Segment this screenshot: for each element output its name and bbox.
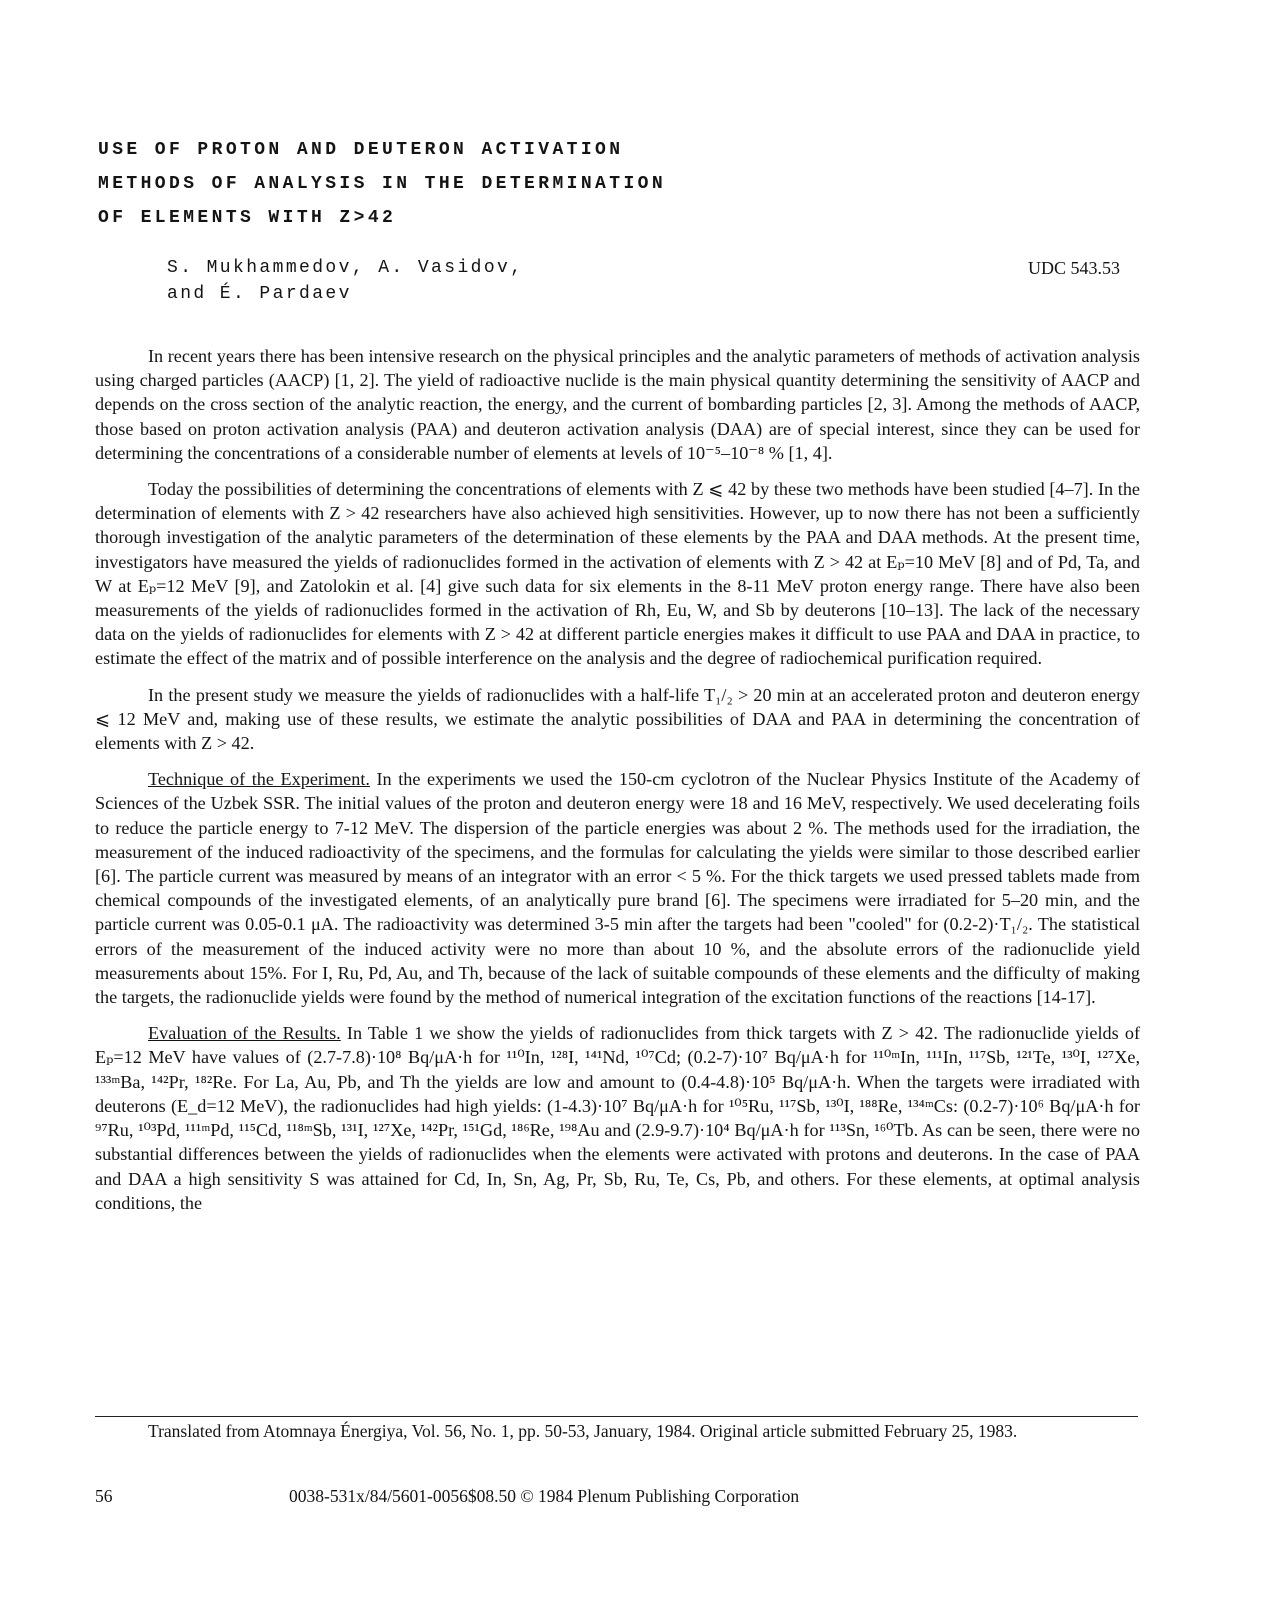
- author-list: [167, 255, 523, 307]
- authors-line-2: and É. Pardaev: [167, 284, 352, 304]
- footnote-divider: [95, 1416, 1138, 1417]
- technique-text: In the experiments we used the 150-cm cyclotron of the Nuclear Physics Institute of the Academy of Sciences of the Uzbek SSR. The initial values of the proton and deuteron energy were 18 and 16 MeV, respectively. We used decelerating foils to reduce the particle energy to 7-12 MeV. The dispersion of the particle energies was about 2 %. The methods used for the irradiation, the measurement of the induced radioactivity of the specimens, and the formulas for calculating the yields were similar to those described earlier [6]. The particle current was measured by means of an integrator with an error < 5 %. For the thick targets we used pressed tablets made from chemical compounds of the investigated elements, of an analytically pure brand [6]. The specimens were irradiated for 5–20 min, and the particle current was 0.05-0.1 μA. The radioactivity was determined 3-5 min after the targets had been "cooled" for (0.2-2)·T₁/₂. The statistical errors of the measurement of the induced activity were no more than about 10 %, and the absolute errors of the radionuclide yield measurements about 15%. For I, Ru, Pd, Au, and Th, because of the lack of suitable compounds of these elements and the difficulty of making the targets, the radionuclide yields were found by the method of numerical integration of the excitation functions of the reactions [14-17].: [95, 769, 1141, 1008]
- footnote-text: Translated from Atomnaya Énergiya, Vol. 56, No. 1, pp. 50-53, January, 1984. Original article submitted February 25, 1983.: [148, 1421, 1018, 1441]
- copyright-line: 0038-531x/84/5601-0056$08.50 © 1984 Plenum Publishing Corporation: [289, 1486, 800, 1506]
- section-heading-technique: Technique of the Experiment.: [148, 769, 370, 790]
- title-line-1: USE OF PROTON AND DEUTERON ACTIVATION: [98, 140, 624, 160]
- translation-footnote: [95, 1420, 1140, 1443]
- paragraph-aim: In the present study we measure the yields of radionuclides with a half-life T₁/₂ > 20 min at an accelerated proton and deuteron energy ⩽ 12 MeV and, making use of these results, we estimate the analytic possibilities of DAA and PAA in determining the concentration of elements with Z > 42.: [95, 684, 1140, 754]
- title-line-2: METHODS OF ANALYSIS IN THE DETERMINATION: [98, 174, 667, 194]
- paragraph-technique: [95, 767, 1140, 1009]
- page-number: 56: [95, 1486, 113, 1506]
- section-heading-results: Evaluation of the Results.: [148, 1023, 341, 1044]
- paragraph-background: Today the possibilities of determining the concentrations of elements with Z ⩽ 42 by these two methods have been studied [4–7]. In the determination of elements with Z > 42 researchers have also achieved high sensitivities. However, up to now there has not been a sufficiently thorough investigation of the analytic parameters of the determination of these elements by the PAA and DAA methods. At the present time, investigators have measured the yields of radionuclides formed in the activation of elements with Z > 42 at Eₚ=10 MeV [8] and of Pd, Ta, and W at Eₚ=12 MeV [9], and Zatolokin et al. [4] give such data for six elements in the 8-11 MeV proton energy range. There have also been measurements of the yields of radionuclides formed in the activation of Rh, Eu, W, and Sb by deuterons [10–13]. The lack of the necessary data on the yields of radionuclides for elements with Z > 42 at different particle energies makes it difficult to use PAA and DAA in practice, to estimate the effect of the matrix and of possible interference on the analysis and the degree of radiochemical purification required.: [95, 479, 1140, 669]
- results-text: In Table 1 we show the yields of radionuclides from thick targets with Z > 42. The radionuclide yields of Eₚ=12 MeV have values of (2.7-7.8)·10⁸ Bq/μA·h for ¹¹⁰In, ¹²⁸I, ¹⁴¹Nd, ¹⁰⁷Cd; (0.2-7)·10⁷ Bq/μA·h for ¹¹⁰ᵐIn, ¹¹¹In, ¹¹⁷Sb, ¹²¹Te, ¹³⁰I, ¹²⁷Xe, ¹³³ᵐBa, ¹⁴²Pr, ¹⁸²Re. For La, Au, Pb, and Th the yields are low and amount to (0.4-4.8)·10⁵ Bq/μA·h. When the targets were irradiated with deuterons (E_d=12 MeV), the radionuclides had high yields: (1-4.3)·10⁷ Bq/μA·h for ¹⁰⁵Ru, ¹¹⁷Sb, ¹³⁰I, ¹⁸⁸Re, ¹³⁴ᵐCs: (0.2-7)·10⁶ Bq/μA·h for ⁹⁷Ru, ¹⁰³Pd, ¹¹¹ᵐPd, ¹¹⁵Cd, ¹¹⁸ᵐSb, ¹³¹I, ¹²⁷Xe, ¹⁴²Pr, ¹⁵¹Gd, ¹⁸⁶Re, ¹⁹⁸Au and (2.9-9.7)·10⁴ Bq/μA·h for ¹¹³Sn, ¹⁶⁰Tb. As can be seen, there were no substantial differences between the yields of radionuclides when the elements were activated with protons and deuterons. In the case of PAA and DAA a high sensitivity S was attained for Cd, In, Sn, Ag, Pr, Sb, Ru, Te, Cs, Pb, and others. For these elements, at optimal analysis conditions, the: [95, 1023, 1141, 1213]
- article-body: [95, 344, 1140, 1227]
- paragraph-results: [95, 1021, 1140, 1215]
- authors-line-1: S. Mukhammedov, A. Vasidov,: [167, 258, 524, 278]
- paragraph-intro: In recent years there has been intensive research on the physical principles and the analytic parameters of methods of activation analysis using charged particles (AACP) [1, 2]. The yield of radioactive nuclide is the main physical quantity determining the sensitivity of AACP and depends on the cross section of the analytic reaction, the energy, and the current of bombarding particles [2, 3]. Among the methods of AACP, those based on proton activation analysis (PAA) and deuteron activation analysis (DAA) are of special interest, since they can be used for determining the concentrations of a considerable number of elements at levels of 10⁻⁵–10⁻⁸ % [1, 4].: [95, 346, 1140, 463]
- article-title: [98, 133, 666, 235]
- title-line-3: OF ELEMENTS WITH Z>42: [98, 208, 397, 228]
- udc-code: UDC 543.53: [1027, 258, 1120, 278]
